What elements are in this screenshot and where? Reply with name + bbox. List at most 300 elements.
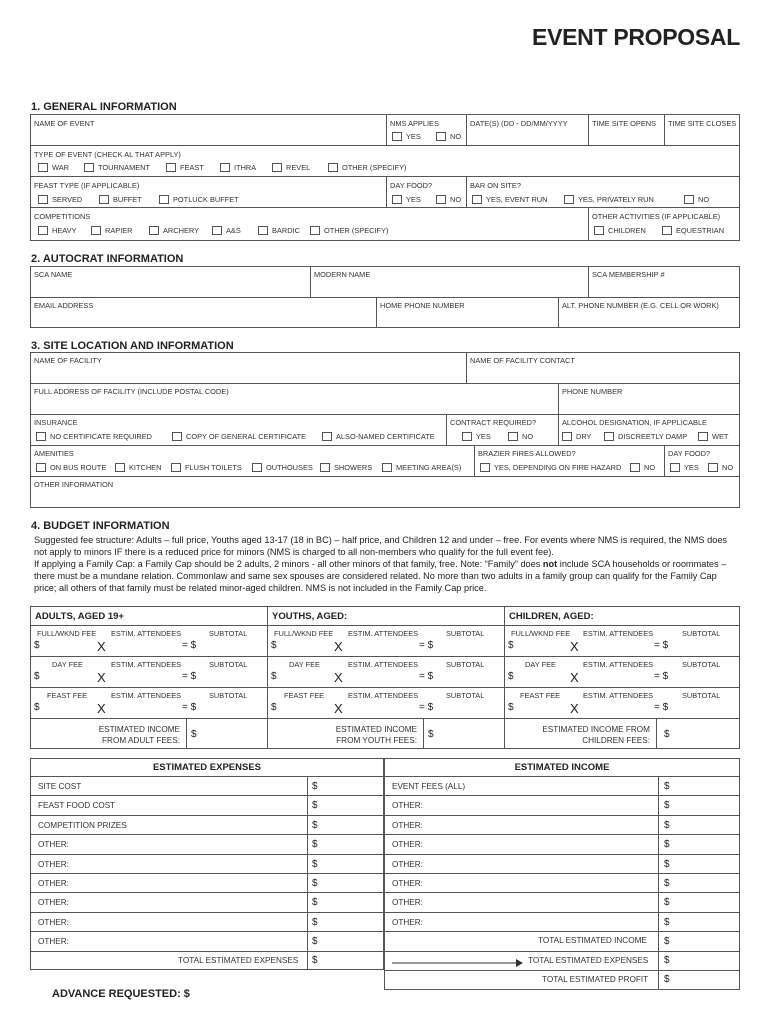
checkbox-icon — [480, 463, 490, 472]
times-sign: X — [334, 701, 343, 716]
times-sign: X — [97, 701, 106, 716]
rule-line — [30, 795, 740, 796]
times-sign: X — [570, 670, 579, 685]
rule-line — [30, 207, 740, 208]
bar-no-checkbox[interactable] — [684, 195, 709, 204]
children-day-subtotal-field[interactable] — [676, 669, 738, 685]
option-label: ON BUS ROUTE — [50, 463, 107, 472]
checkbox-icon — [310, 226, 320, 235]
amenity-outhouses-checkbox[interactable] — [252, 463, 313, 472]
total-expenses-carry-field[interactable] — [672, 951, 738, 969]
youth-full-attendees-field[interactable] — [349, 638, 415, 654]
rule-line — [588, 114, 589, 145]
expense-amount-field[interactable] — [322, 932, 382, 949]
sca-name-field[interactable] — [34, 279, 306, 296]
expenses-header: ESTIMATED EXPENSES — [152, 762, 262, 773]
option-label: DRY — [576, 432, 592, 441]
income-row-label: OTHER: — [392, 801, 423, 811]
alcohol-label: ALCOHOL DESIGNATION, IF APPLICABLE — [562, 418, 707, 427]
total-profit-label: TOTAL ESTIMATED PROFIT — [542, 975, 649, 984]
expense-row-label: OTHER: — [38, 879, 69, 888]
contract-no-checkbox[interactable] — [508, 432, 533, 441]
option-label: ITHRA — [234, 163, 257, 172]
equals-dollar: = $ — [419, 702, 434, 713]
comp-other-checkbox[interactable] — [310, 226, 388, 235]
checkbox-icon — [322, 432, 332, 441]
advance-requested-label: ADVANCE REQUESTED: $ — [52, 988, 190, 1000]
expense-row-label: OTHER: — [38, 840, 69, 850]
attendees-label: ESTIM. ATTENDEES — [348, 629, 419, 638]
checkbox-icon — [436, 132, 446, 141]
alcohol-dry-checkbox[interactable] — [562, 432, 591, 441]
nms-yes-checkbox[interactable] — [392, 132, 421, 141]
option-label: CHILDREN — [608, 226, 646, 235]
children-income-field[interactable] — [672, 720, 738, 747]
brazier-label: BRAZIER FIRES ALLOWED? — [478, 449, 576, 458]
rule-line — [664, 445, 665, 476]
nms-applies-label: NMS APPLIES — [390, 119, 439, 128]
feast-served-checkbox[interactable] — [38, 195, 82, 204]
option-label: YES — [406, 132, 421, 141]
expense-row-label: FEAST FOOD COST — [38, 801, 116, 811]
expense-amount-field[interactable] — [322, 874, 382, 891]
dollar-sign: $ — [271, 640, 277, 651]
other-info-field[interactable] — [34, 489, 738, 507]
checkbox-icon — [220, 163, 230, 172]
address-field[interactable] — [34, 396, 554, 413]
income-amount-field[interactable] — [672, 913, 738, 930]
checkbox-icon — [630, 463, 640, 472]
dollar-sign: $ — [664, 916, 670, 928]
email-label: EMAIL ADDRESS — [34, 301, 94, 310]
option-label: WAR — [52, 163, 69, 172]
fee-label: FEAST FEE — [47, 691, 88, 700]
expense-amount-field[interactable] — [322, 855, 382, 872]
section-3-heading: 3. SITE LOCATION AND INFORMATION — [31, 340, 234, 352]
brazier-yes-checkbox[interactable] — [480, 463, 621, 472]
checkbox-icon — [382, 463, 392, 472]
income-amount-field[interactable] — [672, 796, 738, 813]
section-1-heading: 1. GENERAL INFORMATION — [31, 101, 177, 113]
checkbox-icon — [212, 226, 222, 235]
checkbox-icon — [594, 226, 604, 235]
comp-archery-checkbox[interactable] — [149, 226, 199, 235]
option-label: FLUSH TOILETS — [185, 463, 242, 472]
feast-buffet-checkbox[interactable] — [99, 195, 142, 204]
income-row-label: OTHER: — [392, 859, 423, 869]
checkbox-icon — [91, 226, 101, 235]
site-opens-field[interactable] — [592, 128, 662, 144]
expense-amount-field[interactable] — [322, 913, 382, 930]
checkbox-icon — [159, 195, 169, 204]
equals-dollar: = $ — [419, 671, 434, 682]
dollar-sign: $ — [664, 781, 670, 792]
checkbox-icon — [564, 195, 574, 204]
children-day-attendees-field[interactable] — [586, 669, 650, 685]
dates-label: DATE(S) (DD - DD/MM/YYYY — [470, 119, 568, 128]
checkbox-icon — [392, 195, 402, 204]
fee-label: FEAST FEE — [520, 691, 561, 700]
option-label: DISCREETLY DAMP — [618, 432, 688, 441]
rule-line — [30, 776, 740, 777]
subtotal-label: SUBTOTAL — [446, 691, 485, 700]
dates-field[interactable] — [470, 128, 586, 144]
amenities-label: AMENITIES — [34, 449, 74, 458]
subtotal-label: SUBTOTAL — [446, 629, 485, 638]
children-feast-fee-field[interactable] — [518, 700, 564, 716]
option-label: REVEL — [286, 163, 311, 172]
children-income-label: ESTIMATED INCOME FROM CHILDREN FEES: — [542, 725, 650, 745]
rule-line — [30, 445, 740, 446]
family-cap-paragraph — [34, 558, 738, 594]
times-sign: X — [97, 670, 106, 685]
act-equestrian-checkbox[interactable] — [662, 226, 724, 235]
youth-age-field[interactable] — [352, 609, 500, 624]
dollar-sign: $ — [312, 839, 318, 851]
dayfood-yes-checkbox[interactable] — [392, 195, 421, 204]
rule-line — [30, 176, 740, 177]
bar-on-site-label: BAR ON SITE? — [470, 181, 521, 190]
rule-line — [310, 266, 311, 297]
rule-line — [386, 176, 387, 207]
act-children-checkbox[interactable] — [594, 226, 646, 235]
subtotal-label: SUBTOTAL — [682, 660, 721, 669]
dollar-sign: $ — [664, 839, 670, 851]
checkbox-icon — [708, 463, 718, 472]
feast-potluck-checkbox[interactable] — [159, 195, 239, 204]
amenity-showers-checkbox[interactable] — [320, 463, 372, 472]
subtotal-label: SUBTOTAL — [209, 691, 248, 700]
youth-day-subtotal-field[interactable] — [441, 669, 501, 685]
type-other-checkbox[interactable] — [328, 163, 406, 172]
option-label: YES — [406, 195, 421, 204]
dollar-sign: $ — [428, 729, 434, 740]
option-label: YES, DEPENDING ON FIRE HAZARD — [494, 463, 622, 472]
rule-line — [446, 414, 447, 445]
subtotal-label: SUBTOTAL — [209, 629, 248, 638]
rule-line — [30, 834, 740, 835]
total-expenses-field[interactable] — [322, 951, 382, 969]
site-dayfood-yes-checkbox[interactable] — [670, 463, 699, 472]
dollar-sign: $ — [312, 781, 318, 792]
membership-label: SCA MEMBERSHIP # — [592, 270, 665, 279]
dollar-sign: $ — [508, 671, 514, 682]
type-ithra-checkbox[interactable] — [220, 163, 256, 172]
event-name-field[interactable] — [34, 128, 384, 144]
total-profit-field[interactable] — [672, 971, 738, 989]
brazier-no-checkbox[interactable] — [630, 463, 655, 472]
nms-no-checkbox[interactable] — [436, 132, 461, 141]
times-sign: X — [97, 639, 106, 654]
total-expenses-label: TOTAL ESTIMATED EXPENSES — [178, 956, 299, 965]
dollar-sign: $ — [508, 640, 514, 651]
rule-line — [186, 718, 187, 749]
expense-amount-field[interactable] — [322, 777, 382, 794]
option-label: YES, PRIVATELY RUN — [578, 195, 654, 204]
rule-line — [30, 383, 740, 384]
amenity-meeting-checkbox[interactable] — [382, 463, 461, 472]
dollar-sign: $ — [664, 955, 670, 966]
amenity-kitchen-checkbox[interactable] — [115, 463, 161, 472]
option-label: ALSO-NAMED CERTIFICATE — [336, 432, 435, 441]
equals-dollar: = $ — [182, 702, 197, 713]
checkbox-icon — [320, 463, 330, 472]
bar-private-checkbox[interactable] — [564, 195, 654, 204]
fee-label: DAY FEE — [52, 660, 83, 669]
option-label: NO — [522, 432, 534, 441]
home-phone-field[interactable] — [380, 310, 555, 327]
adult-income-field[interactable] — [200, 720, 264, 747]
income-row-label: OTHER: — [392, 898, 423, 908]
alcohol-wet-checkbox[interactable] — [698, 432, 728, 441]
comp-heavy-checkbox[interactable] — [38, 226, 77, 235]
adults-header: ADULTS, AGED 19+ — [35, 611, 124, 622]
youth-full-subtotal-field[interactable] — [441, 638, 501, 654]
rule-line — [588, 207, 589, 241]
rule-line — [30, 718, 740, 719]
dollar-sign: $ — [312, 800, 318, 812]
dollar-sign: $ — [664, 729, 670, 740]
subtotal-label: SUBTOTAL — [446, 660, 485, 669]
advance-requested-field[interactable] — [200, 985, 320, 1003]
option-label: YES — [476, 432, 491, 441]
subtotal-label: SUBTOTAL — [682, 629, 721, 638]
contract-label: CONTRACT REQUIRED? — [450, 418, 537, 427]
expense-row-label: OTHER: — [38, 898, 69, 908]
dollar-sign: $ — [271, 671, 277, 682]
membership-field[interactable] — [592, 279, 738, 296]
type-revel-checkbox[interactable] — [272, 163, 310, 172]
rule-line — [658, 776, 659, 990]
checkbox-icon — [258, 226, 268, 235]
dollar-sign: $ — [312, 897, 318, 909]
fee-structure-paragraph: Suggested fee structure: Adults – full price, Youths aged 13-17 (18 in BC) – half price, and Children 12 and under – free. For events where NMS is required, the NMS does not apply to minors IF there is a reduced price for minors (NMS is charged to all non-members who qualify for the full event fee). — [34, 535, 728, 557]
dollar-sign: $ — [312, 819, 318, 831]
option-label: OTHER (SPECIFY) — [342, 163, 407, 172]
modern-name-field[interactable] — [314, 279, 584, 296]
dayfood-no-checkbox[interactable] — [436, 195, 461, 204]
youth-feast-attendees-field[interactable] — [349, 700, 415, 716]
dollar-sign: $ — [34, 640, 40, 651]
facility-contact-field[interactable] — [470, 365, 738, 382]
paragraph-text: include SCA households or roommates – there must be a mundane relation. Commonlaw and same sex spouses are considered related. No more than two adults in a family group can qualify for the Family Cap price; all others of that family must be related minor-aged children. NMS is not included in the Family Cap price. — [34, 559, 727, 593]
contract-yes-checkbox[interactable] — [462, 432, 491, 441]
sca-name-label: SCA NAME — [34, 270, 73, 279]
insurance-label: INSURANCE — [34, 418, 78, 427]
event-type-label: TYPE OF EVENT (CHECK AL THAT APPLY) — [34, 150, 181, 159]
rule-line — [30, 815, 740, 816]
checkbox-icon — [99, 195, 109, 204]
alt-phone-field[interactable] — [562, 310, 738, 327]
expense-row-label: OTHER: — [38, 917, 69, 927]
option-label: A&S — [226, 226, 241, 235]
phone-field[interactable] — [562, 396, 738, 413]
expense-amount-field[interactable] — [322, 816, 382, 833]
option-label: OUTHOUSES — [266, 463, 313, 472]
expense-amount-field[interactable] — [322, 796, 382, 813]
dollar-sign: $ — [664, 819, 670, 831]
adult-feast-attendees-field[interactable] — [112, 700, 178, 716]
children-full-attendees-field[interactable] — [586, 638, 650, 654]
checkbox-icon — [171, 463, 181, 472]
attendees-label: ESTIM. ATTENDEES — [111, 660, 182, 669]
attendees-label: ESTIM. ATTENDEES — [111, 691, 182, 700]
dollar-sign: $ — [664, 974, 670, 985]
site-dayfood-no-checkbox[interactable] — [708, 463, 733, 472]
ins-also-named-checkbox[interactable] — [322, 432, 435, 441]
checkbox-icon — [272, 163, 282, 172]
equals-dollar: = $ — [654, 640, 669, 651]
children-full-subtotal-field[interactable] — [676, 638, 738, 654]
dollar-sign: $ — [34, 671, 40, 682]
checkbox-icon — [36, 463, 46, 472]
children-feast-subtotal-field[interactable] — [676, 700, 738, 716]
adult-day-subtotal-field[interactable] — [204, 669, 264, 685]
ins-none-checkbox[interactable] — [36, 432, 152, 441]
youth-income-field[interactable] — [437, 720, 501, 747]
option-label: NO — [644, 463, 656, 472]
fee-label: DAY FEE — [289, 660, 320, 669]
rule-line — [386, 114, 387, 145]
equals-dollar: = $ — [654, 671, 669, 682]
children-feast-attendees-field[interactable] — [586, 700, 650, 716]
section-4-heading: 4. BUDGET INFORMATION — [31, 520, 170, 532]
income-amount-field[interactable] — [672, 816, 738, 833]
type-feast-checkbox[interactable] — [166, 163, 204, 172]
phone-label: PHONE NUMBER — [562, 387, 623, 396]
option-label: BUFFET — [113, 195, 142, 204]
amenity-toilets-checkbox[interactable] — [171, 463, 242, 472]
times-sign: X — [570, 701, 579, 716]
expense-row-label: OTHER: — [38, 859, 69, 869]
adult-day-attendees-field[interactable] — [112, 669, 178, 685]
equals-dollar: = $ — [654, 702, 669, 713]
income-amount-field[interactable] — [672, 855, 738, 872]
rule-line — [376, 297, 377, 328]
children-day-fee-field[interactable] — [518, 669, 564, 685]
expense-amount-field[interactable] — [322, 893, 382, 910]
expense-row-label: OTHER: — [38, 937, 69, 947]
rule-line — [474, 445, 475, 476]
option-label: NO — [450, 195, 462, 204]
rule-line — [30, 912, 740, 913]
alt-phone-label: ALT. PHONE NUMBER (E.G. CELL OR WORK) — [562, 301, 719, 310]
day-food-label: DAY FOOD? — [390, 181, 433, 190]
dollar-sign: $ — [271, 702, 277, 713]
adult-day-fee-field[interactable] — [44, 669, 90, 685]
bar-event-run-checkbox[interactable] — [472, 195, 547, 204]
rule-line — [30, 873, 740, 874]
adult-feast-subtotal-field[interactable] — [204, 700, 264, 716]
option-label: HEAVY — [52, 226, 77, 235]
income-amount-field[interactable] — [672, 893, 738, 910]
checkbox-icon — [472, 195, 482, 204]
children-age-field[interactable] — [602, 609, 736, 624]
dollar-sign: $ — [191, 729, 197, 740]
comp-bardic-checkbox[interactable] — [258, 226, 300, 235]
rule-line — [656, 718, 657, 749]
rule-line — [558, 383, 559, 414]
fee-label: FULL/WKND FEE — [274, 629, 334, 638]
rule-line — [558, 414, 559, 445]
youth-feast-fee-field[interactable] — [281, 700, 327, 716]
option-label: YES, EVENT RUN — [486, 195, 548, 204]
checkbox-icon — [684, 195, 694, 204]
checkbox-icon — [604, 432, 614, 441]
income-amount-field[interactable] — [672, 874, 738, 891]
rule-line — [30, 687, 740, 688]
equals-dollar: = $ — [182, 671, 197, 682]
checkbox-icon — [172, 432, 182, 441]
income-amount-field[interactable] — [672, 835, 738, 852]
site-closes-field[interactable] — [668, 128, 738, 144]
dollar-sign: $ — [664, 936, 670, 947]
dollar-sign: $ — [664, 878, 670, 889]
option-label: MEETING AREA(S) — [396, 463, 462, 472]
rule-line — [30, 951, 740, 952]
checkbox-icon — [328, 163, 338, 172]
children-full-fee-field[interactable] — [518, 638, 564, 654]
checkbox-icon — [115, 463, 125, 472]
rule-line — [30, 892, 740, 893]
facility-field[interactable] — [34, 365, 462, 382]
checkbox-icon — [508, 432, 518, 441]
type-war-checkbox[interactable] — [38, 163, 69, 172]
checkbox-icon — [462, 432, 472, 441]
youth-day-fee-field[interactable] — [281, 669, 327, 685]
dollar-sign: $ — [664, 897, 670, 909]
comp-rapier-checkbox[interactable] — [91, 226, 133, 235]
rule-line — [466, 176, 467, 207]
expense-amount-field[interactable] — [322, 835, 382, 852]
facility-label: NAME OF FACILITY — [34, 356, 102, 365]
alcohol-damp-checkbox[interactable] — [604, 432, 687, 441]
site-closes-label: TIME SITE CLOSES — [668, 119, 737, 128]
youth-day-attendees-field[interactable] — [349, 669, 415, 685]
rule-line — [30, 476, 740, 477]
total-income-field[interactable] — [672, 932, 738, 950]
email-field[interactable] — [34, 310, 372, 327]
expense-row-label: SITE COST — [38, 782, 82, 791]
option-label: NO — [450, 132, 462, 141]
type-tournament-checkbox[interactable] — [84, 163, 150, 172]
adult-feast-fee-field[interactable] — [44, 700, 90, 716]
option-label: SHOWERS — [334, 463, 373, 472]
dollar-sign: $ — [312, 916, 318, 928]
amenity-bus-checkbox[interactable] — [36, 463, 106, 472]
children-header: CHILDREN, AGED: — [509, 611, 594, 622]
adult-full-fee-field[interactable] — [44, 638, 90, 654]
section-2-heading: 2. AUTOCRAT INFORMATION — [31, 253, 184, 265]
dollar-sign: $ — [664, 800, 670, 812]
adult-full-subtotal-field[interactable] — [204, 638, 264, 654]
rule-line — [30, 297, 740, 298]
adult-full-attendees-field[interactable] — [112, 638, 178, 654]
subtotal-label: SUBTOTAL — [209, 660, 248, 669]
equals-dollar: = $ — [182, 640, 197, 651]
checkbox-icon — [36, 432, 46, 441]
comp-as-checkbox[interactable] — [212, 226, 241, 235]
adult-income-label: ESTIMATED INCOME FROM ADULT FEES: — [98, 725, 180, 745]
income-amount-field[interactable] — [672, 777, 738, 794]
checkbox-icon — [84, 163, 94, 172]
youth-full-fee-field[interactable] — [281, 638, 327, 654]
ins-general-checkbox[interactable] — [172, 432, 306, 441]
youth-feast-subtotal-field[interactable] — [441, 700, 501, 716]
option-label: BARDIC — [272, 226, 300, 235]
option-label: NO — [722, 463, 734, 472]
rule-line — [558, 297, 559, 328]
